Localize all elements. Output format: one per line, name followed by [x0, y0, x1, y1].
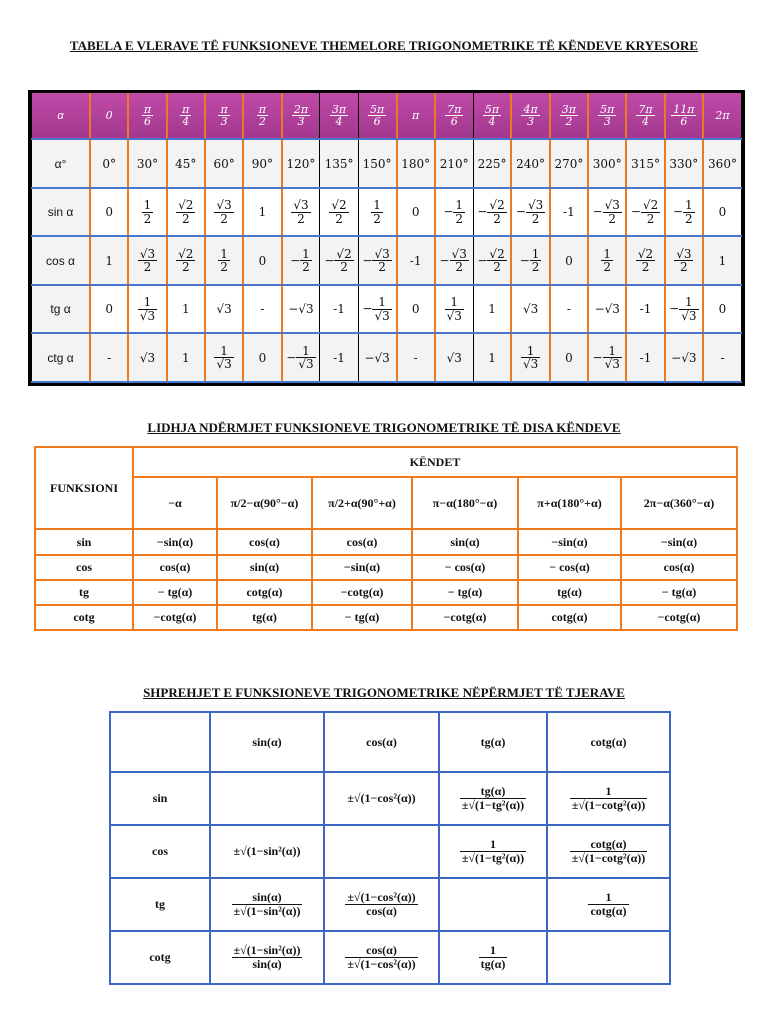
value-cell: √3: [511, 285, 549, 334]
values-table: [31, 93, 742, 383]
value-cell: π: [397, 93, 435, 139]
expression-cell: ±√(1−sin²(α)): [210, 825, 324, 878]
value-cell: 90°: [243, 139, 281, 188]
values-row: [32, 333, 742, 382]
values-row: [32, 285, 742, 334]
empty-corner-cell: [110, 712, 210, 772]
value-cell: $\frac{5\pi}{6}$: [358, 93, 396, 139]
value-cell: $\frac{1}{√3}$: [435, 285, 473, 334]
relation-cell: − tg(α): [412, 580, 518, 605]
row-label-cell: cos α: [32, 236, 91, 285]
value-cell: $\frac{5\pi}{4}$: [473, 93, 511, 139]
angle-header: π+α(180°+α): [518, 477, 621, 529]
relations-table: [34, 446, 738, 631]
value-cell: $\frac{1}{2}$: [588, 236, 626, 285]
value-cell: −√3: [588, 285, 626, 334]
values-row: [32, 188, 742, 237]
value-cell: 1: [167, 333, 205, 382]
function-name: cotg: [110, 931, 210, 984]
value-cell: $\frac{7\pi}{6}$: [435, 93, 473, 139]
value-cell: 225°: [473, 139, 511, 188]
angle-header: −α: [133, 477, 217, 529]
expression-cell: ±√(1−cos²(α)): [324, 772, 439, 825]
value-cell: $\frac{2\pi}{3}$: [282, 93, 320, 139]
relation-cell: − tg(α): [133, 580, 217, 605]
relation-row: [35, 605, 737, 630]
expression-row: [110, 878, 670, 931]
relation-cell: cos(α): [312, 529, 412, 554]
value-cell: 0: [90, 285, 128, 334]
value-cell: − $\frac{1}{2}$: [282, 236, 320, 285]
relation-cell: −sin(α): [621, 529, 737, 554]
value-cell: 0: [397, 188, 435, 237]
expression-cell: $\frac{\cos(\alpha)}{\text{±√(1−cos²(α))}}$: [324, 931, 439, 984]
value-cell: -1: [320, 285, 358, 334]
value-cell: − $\frac{√3}{2}$: [435, 236, 473, 285]
function-name: cos: [35, 555, 133, 580]
row-label-cell: α°: [32, 139, 91, 188]
value-cell: 0: [550, 333, 588, 382]
values-row: [32, 236, 742, 285]
function-name: cos: [110, 825, 210, 878]
relation-cell: cos(α): [217, 529, 312, 554]
row-label-cell: α: [32, 93, 91, 139]
relation-cell: tg(α): [217, 605, 312, 630]
value-cell: $\frac{1}{2}$: [205, 236, 243, 285]
title-relations-table: LIDHJA NDËRMJET FUNKSIONEVE TRIGONOMETRIKE TË DISA KËNDEVE: [147, 420, 621, 435]
empty-cell: [547, 931, 670, 984]
relation-cell: − cos(α): [412, 555, 518, 580]
row-label-cell: tg α: [32, 285, 91, 334]
value-cell: 60°: [205, 139, 243, 188]
value-cell: $\frac{1}{√3}$: [205, 333, 243, 382]
function-name: tg: [35, 580, 133, 605]
value-cell: √3: [205, 285, 243, 334]
value-cell: $\frac{√3}{2}$: [665, 236, 703, 285]
value-cell: 0: [703, 285, 742, 334]
value-cell: − $\frac{1}{√3}$: [282, 333, 320, 382]
value-cell: −√3: [665, 333, 703, 382]
values-row: [32, 139, 742, 188]
relation-row: [35, 580, 737, 605]
expressions-table: [109, 711, 671, 985]
relation-cell: −cotg(α): [312, 580, 412, 605]
value-cell: $\frac{\pi}{6}$: [128, 93, 166, 139]
empty-cell: [439, 878, 547, 931]
value-cell: -: [243, 285, 281, 334]
value-cell: $\frac{√2}{2}$: [320, 188, 358, 237]
expression-row: [110, 772, 670, 825]
empty-cell: [210, 772, 324, 825]
angle-header: π/2+α(90°+α): [312, 477, 412, 529]
relation-cell: −cotg(α): [412, 605, 518, 630]
value-cell: 1: [167, 285, 205, 334]
value-cell: 0: [703, 188, 742, 237]
value-cell: 2π: [703, 93, 742, 139]
value-cell: 1: [703, 236, 742, 285]
expression-header: tg(α): [439, 712, 547, 772]
value-cell: $\frac{11\pi}{6}$: [665, 93, 703, 139]
expression-header: cotg(α): [547, 712, 670, 772]
value-cell: − $\frac{1}{2}$: [435, 188, 473, 237]
empty-cell: [324, 825, 439, 878]
angle-header: π/2−α(90°−α): [217, 477, 312, 529]
function-name: cotg: [35, 605, 133, 630]
value-cell: -1: [397, 236, 435, 285]
row-label-cell: sin α: [32, 188, 91, 237]
value-cell: $\frac{√3}{2}$: [282, 188, 320, 237]
value-cell: 360°: [703, 139, 742, 188]
value-cell: $\frac{1}{√3}$: [511, 333, 549, 382]
value-cell: $\frac{3\pi}{2}$: [550, 93, 588, 139]
value-cell: -1: [626, 333, 664, 382]
value-cell: 0: [397, 285, 435, 334]
relation-cell: −cotg(α): [133, 605, 217, 630]
relation-cell: cos(α): [133, 555, 217, 580]
relation-cell: cotg(α): [518, 605, 621, 630]
value-cell: $\frac{\pi}{4}$: [167, 93, 205, 139]
relation-cell: − cos(α): [518, 555, 621, 580]
expression-cell: $\frac{tg(\alpha)}{\text{±√(1−tg²(α))}}$: [439, 772, 547, 825]
function-name: tg: [110, 878, 210, 931]
value-cell: 270°: [550, 139, 588, 188]
value-cell: $\frac{1}{2}$: [358, 188, 396, 237]
relation-cell: sin(α): [412, 529, 518, 554]
title-expressions-table: SHPREHJET E FUNKSIONEVE TRIGONOMETRIKE NËPËRMJET TË TJERAVE: [143, 685, 625, 700]
value-cell: $\frac{√3}{2}$: [205, 188, 243, 237]
value-cell: 0: [550, 236, 588, 285]
expression-cell: $\frac{1}{\text{±√(1−tg²(α))}}$: [439, 825, 547, 878]
expression-cell: $\frac{\sin(\alpha)}{\text{±√(1−sin²(α))}}$: [210, 878, 324, 931]
value-cell: 180°: [397, 139, 435, 188]
value-cell: − $\frac{1}{√3}$: [665, 285, 703, 334]
value-cell: 30°: [128, 139, 166, 188]
relation-cell: −sin(α): [518, 529, 621, 554]
funksioni-header: FUNKSIONI: [35, 447, 133, 529]
relation-cell: cos(α): [621, 555, 737, 580]
value-cell: 135°: [320, 139, 358, 188]
relation-cell: tg(α): [518, 580, 621, 605]
value-cell: − $\frac{√3}{2}$: [511, 188, 549, 237]
value-cell: 0: [243, 333, 281, 382]
expression-cell: $\frac{\text{±√(1−sin²(α))}}{\sin(\alpha)}$: [210, 931, 324, 984]
value-cell: 0°: [90, 139, 128, 188]
value-cell: 45°: [167, 139, 205, 188]
value-cell: − $\frac{√2}{2}$: [473, 188, 511, 237]
relation-cell: − tg(α): [621, 580, 737, 605]
value-cell: 210°: [435, 139, 473, 188]
value-cell: − $\frac{1}{√3}$: [588, 333, 626, 382]
value-cell: − $\frac{√2}{2}$: [626, 188, 664, 237]
value-cell: -1: [626, 285, 664, 334]
expression-header: sin(α): [210, 712, 324, 772]
value-cell: 0: [90, 93, 128, 139]
value-cell: $\frac{√2}{2}$: [626, 236, 664, 285]
value-cell: $\frac{√2}{2}$: [167, 188, 205, 237]
expression-cell: $\frac{1}{\cot g(\alpha)}$: [547, 878, 670, 931]
angle-header: π−α(180°−α): [412, 477, 518, 529]
expression-cell: $\frac{1}{\text{±√(1−cotg²(α))}}$: [547, 772, 670, 825]
expression-header: cos(α): [324, 712, 439, 772]
value-cell: -1: [550, 188, 588, 237]
value-cell: 1: [243, 188, 281, 237]
value-cell: 315°: [626, 139, 664, 188]
value-cell: $\frac{7\pi}{4}$: [626, 93, 664, 139]
value-cell: 330°: [665, 139, 703, 188]
row-label-cell: ctg α: [32, 333, 91, 382]
value-cell: 0: [243, 236, 281, 285]
values-header-row: [32, 93, 742, 139]
value-cell: $\frac{1}{2}$: [128, 188, 166, 237]
value-cell: -: [90, 333, 128, 382]
value-cell: 0: [90, 188, 128, 237]
value-cell: − $\frac{√2}{2}$: [320, 236, 358, 285]
value-cell: − $\frac{1}{2}$: [665, 188, 703, 237]
angle-header: 2π−α(360°−α): [621, 477, 737, 529]
value-cell: 1: [473, 285, 511, 334]
value-cell: $\frac{3\pi}{4}$: [320, 93, 358, 139]
kendet-header: KËNDET: [133, 447, 737, 477]
function-name: sin: [110, 772, 210, 825]
value-cell: 1: [473, 333, 511, 382]
value-cell: 240°: [511, 139, 549, 188]
value-cell: √3: [435, 333, 473, 382]
relation-cell: −cotg(α): [621, 605, 737, 630]
value-cell: $\frac{√2}{2}$: [167, 236, 205, 285]
value-cell: $\frac{\pi}{2}$: [243, 93, 281, 139]
value-cell: $\frac{1}{√3}$: [128, 285, 166, 334]
value-cell: 120°: [282, 139, 320, 188]
value-cell: − $\frac{√3}{2}$: [358, 236, 396, 285]
relation-row: [35, 555, 737, 580]
value-cell: -: [703, 333, 742, 382]
value-cell: -1: [320, 333, 358, 382]
value-cell: − $\frac{1}{2}$: [511, 236, 549, 285]
value-cell: $\frac{4\pi}{3}$: [511, 93, 549, 139]
value-cell: -: [397, 333, 435, 382]
relation-cell: sin(α): [217, 555, 312, 580]
value-cell: −√3: [282, 285, 320, 334]
expression-cell: $\frac{\text{±√(1−cos²(α))}}{\cos(\alpha)}$: [324, 878, 439, 931]
relation-cell: −sin(α): [312, 555, 412, 580]
value-cell: − $\frac{1}{√3}$: [358, 285, 396, 334]
value-cell: 150°: [358, 139, 396, 188]
relation-cell: −sin(α): [133, 529, 217, 554]
title-values-table: TABELA E VLERAVE TË FUNKSIONEVE THEMELORE TRIGONOMETRIKE TË KËNDEVE KRYESORE: [69, 38, 699, 53]
value-cell: −√3: [358, 333, 396, 382]
value-cell: − $\frac{√2}{2}$: [473, 236, 511, 285]
expression-cell: $\frac{1}{tg(\alpha)}$: [439, 931, 547, 984]
relation-cell: cotg(α): [217, 580, 312, 605]
value-cell: 1: [90, 236, 128, 285]
value-cell: -: [550, 285, 588, 334]
expression-cell: $\frac{\cot g(\alpha)}{\text{±√(1−cotg²(α))}}$: [547, 825, 670, 878]
value-cell: $\frac{\pi}{3}$: [205, 93, 243, 139]
value-cell: $\frac{√3}{2}$: [128, 236, 166, 285]
relation-row: [35, 529, 737, 554]
relation-cell: − tg(α): [312, 605, 412, 630]
function-name: sin: [35, 529, 133, 554]
value-cell: − $\frac{√3}{2}$: [588, 188, 626, 237]
value-cell: $\frac{5\pi}{3}$: [588, 93, 626, 139]
expression-row: [110, 825, 670, 878]
value-cell: 300°: [588, 139, 626, 188]
expression-row: [110, 931, 670, 984]
value-cell: √3: [128, 333, 166, 382]
